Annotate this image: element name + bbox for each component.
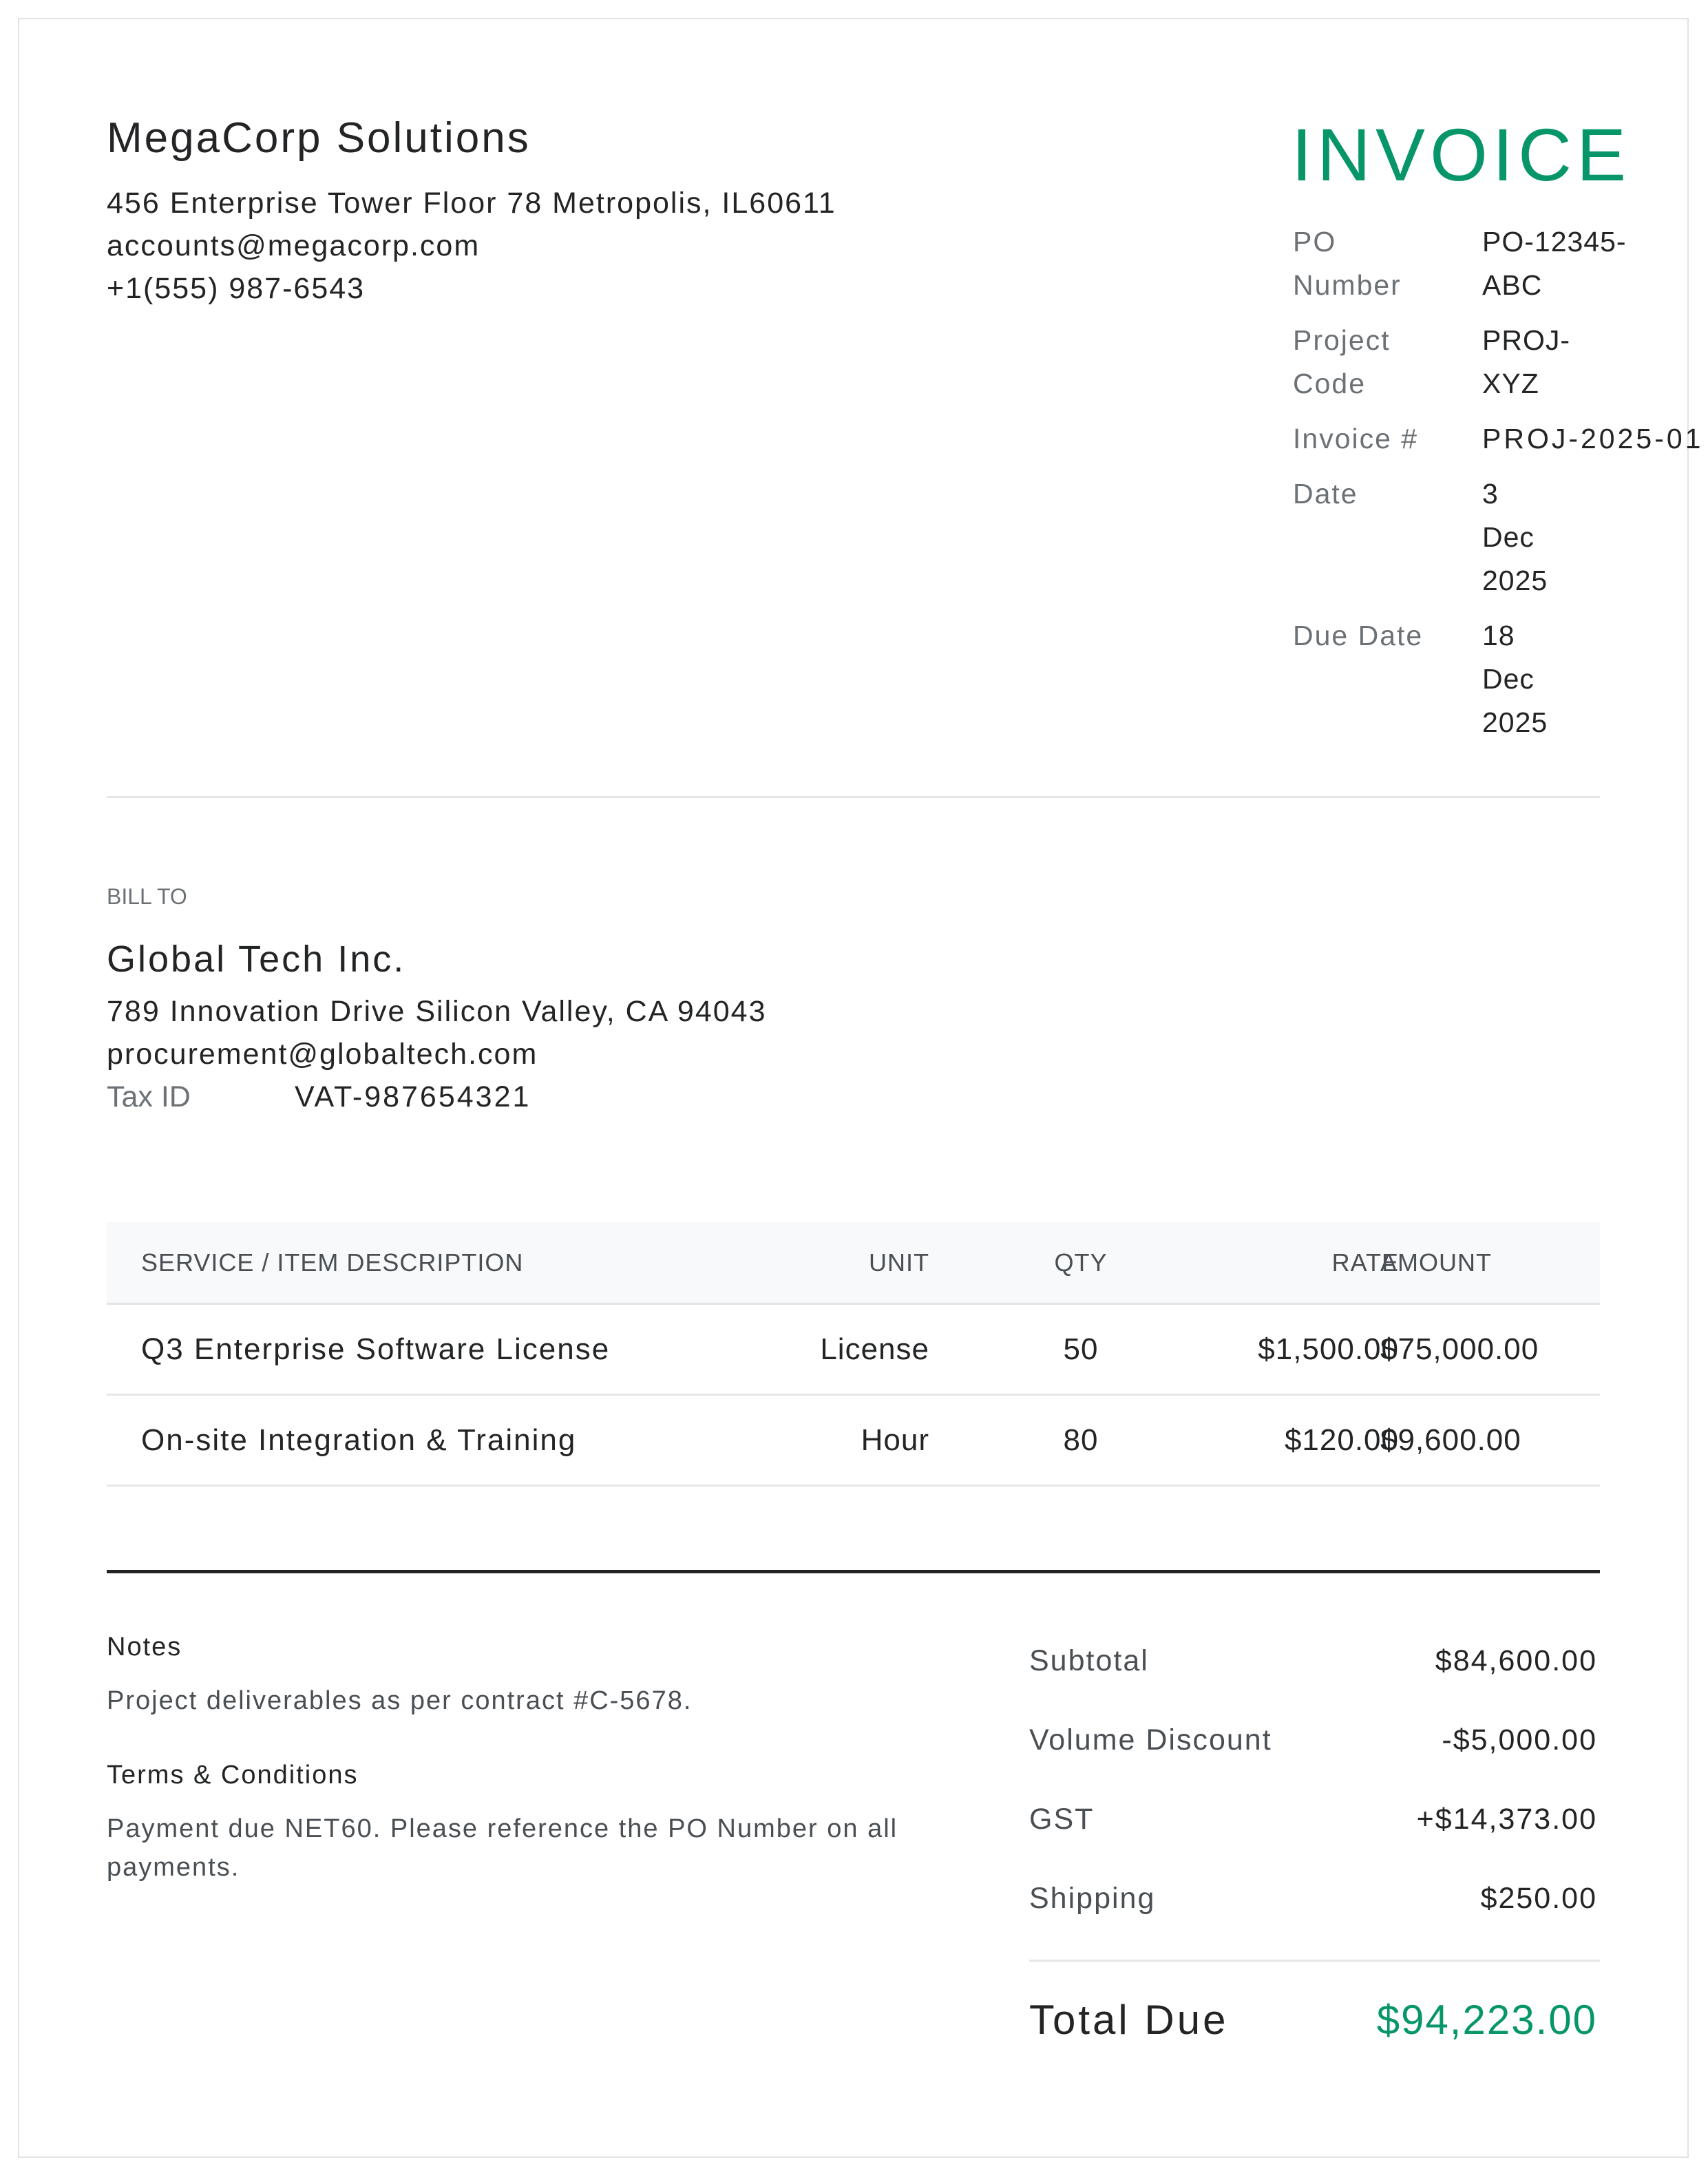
shipping-label: Shipping xyxy=(1029,1882,1156,1915)
subtotal-label: Subtotal xyxy=(1029,1644,1149,1677)
header-divider xyxy=(107,796,1600,798)
tax-id-value: VAT-987654321 xyxy=(295,1080,531,1113)
meta-label-date: Date xyxy=(1293,478,1358,510)
item-rate: $1,500.00 xyxy=(1258,1332,1399,1366)
tax-label: GST xyxy=(1029,1803,1095,1836)
client-name: Global Tech Inc. xyxy=(107,938,406,980)
bill-to-label: BILL TO xyxy=(107,884,187,909)
seller-address: 456 Enterprise Tower Floor 78 Metropolis, IL60611 xyxy=(107,187,836,220)
seller-phone: +1(555) 987-6543 xyxy=(107,272,366,305)
item-unit: Hour xyxy=(861,1423,929,1457)
meta-value-date-line1: 3 xyxy=(1482,478,1499,510)
meta-value-due-date-line2: Dec xyxy=(1482,663,1535,695)
meta-value-po-number-line1: PO-12345- xyxy=(1482,226,1627,258)
line-items-table xyxy=(107,1222,1600,1487)
meta-label-project-code-line2: Code xyxy=(1293,368,1367,399)
header-qty: QTY xyxy=(1054,1248,1108,1277)
item-amount: $75,000.00 xyxy=(1380,1332,1539,1366)
header-description: SERVICE / ITEM DESCRIPTION xyxy=(141,1248,524,1277)
meta-value-due-date-line1: 18 xyxy=(1482,620,1515,651)
item-description: Q3 Enterprise Software License xyxy=(141,1332,611,1366)
table-row xyxy=(107,1305,1600,1396)
totals-separator xyxy=(107,1570,1600,1573)
tax-id-label: Tax ID xyxy=(107,1080,191,1113)
notes-text: Project deliverables as per contract #C-5678. xyxy=(107,1686,693,1715)
terms-heading: Terms & Conditions xyxy=(107,1761,359,1790)
item-rate: $120.00 xyxy=(1284,1423,1399,1457)
meta-value-project-code-line2: XYZ xyxy=(1482,368,1539,399)
item-description: On-site Integration & Training xyxy=(141,1423,577,1457)
meta-value-due-date-line3: 2025 xyxy=(1482,706,1548,738)
item-qty: 80 xyxy=(1063,1423,1099,1457)
header-amount: AMOUNT xyxy=(1380,1248,1492,1277)
meta-value-date-line2: Dec xyxy=(1482,521,1535,553)
client-address: 789 Innovation Drive Silicon Valley, CA 94043 xyxy=(107,995,767,1028)
total-due-label: Total Due xyxy=(1029,1997,1229,2043)
total-due-value: $94,223.00 xyxy=(1376,1997,1597,2043)
terms-text: Payment due NET60. Please reference the PO Number on all payments. xyxy=(107,1814,898,1882)
item-qty: 50 xyxy=(1063,1332,1099,1366)
meta-value-project-code-line1: PROJ- xyxy=(1482,324,1570,356)
meta-value-po-number-line2: ABC xyxy=(1482,269,1543,301)
meta-label-po-number-line2: Number xyxy=(1293,269,1402,301)
invoice-page xyxy=(18,18,1704,2158)
invoice-title: INVOICE xyxy=(1291,113,1632,196)
notes-heading: Notes xyxy=(107,1633,182,1661)
subtotal-value: $84,600.00 xyxy=(1435,1644,1597,1677)
discount-label: Volume Discount xyxy=(1029,1723,1272,1756)
tax-value: +$14,373.00 xyxy=(1416,1803,1597,1836)
seller-email: accounts@megacorp.com xyxy=(107,229,481,262)
meta-value-invoice-number: PROJ-2025-01 xyxy=(1482,423,1704,454)
client-email: procurement@globaltech.com xyxy=(107,1038,538,1071)
meta-label-due-date: Due Date xyxy=(1293,620,1424,651)
header-unit: UNIT xyxy=(869,1248,929,1277)
meta-value-date-line3: 2025 xyxy=(1482,565,1548,596)
meta-label-project-code-line1: Project xyxy=(1293,324,1391,356)
total-divider xyxy=(1029,1960,1600,1962)
item-unit: License xyxy=(820,1332,929,1366)
table-header xyxy=(107,1222,1600,1305)
meta-label-po-number-line1: PO xyxy=(1293,226,1337,258)
seller-name: MegaCorp Solutions xyxy=(107,114,531,162)
shipping-value: $250.00 xyxy=(1480,1882,1597,1915)
discount-value: -$5,000.00 xyxy=(1442,1723,1597,1756)
meta-label-invoice-number: Invoice # xyxy=(1293,423,1419,454)
header-rate: RATE xyxy=(1331,1248,1399,1277)
item-amount: $9,600.00 xyxy=(1380,1423,1521,1457)
table-row xyxy=(107,1396,1600,1487)
